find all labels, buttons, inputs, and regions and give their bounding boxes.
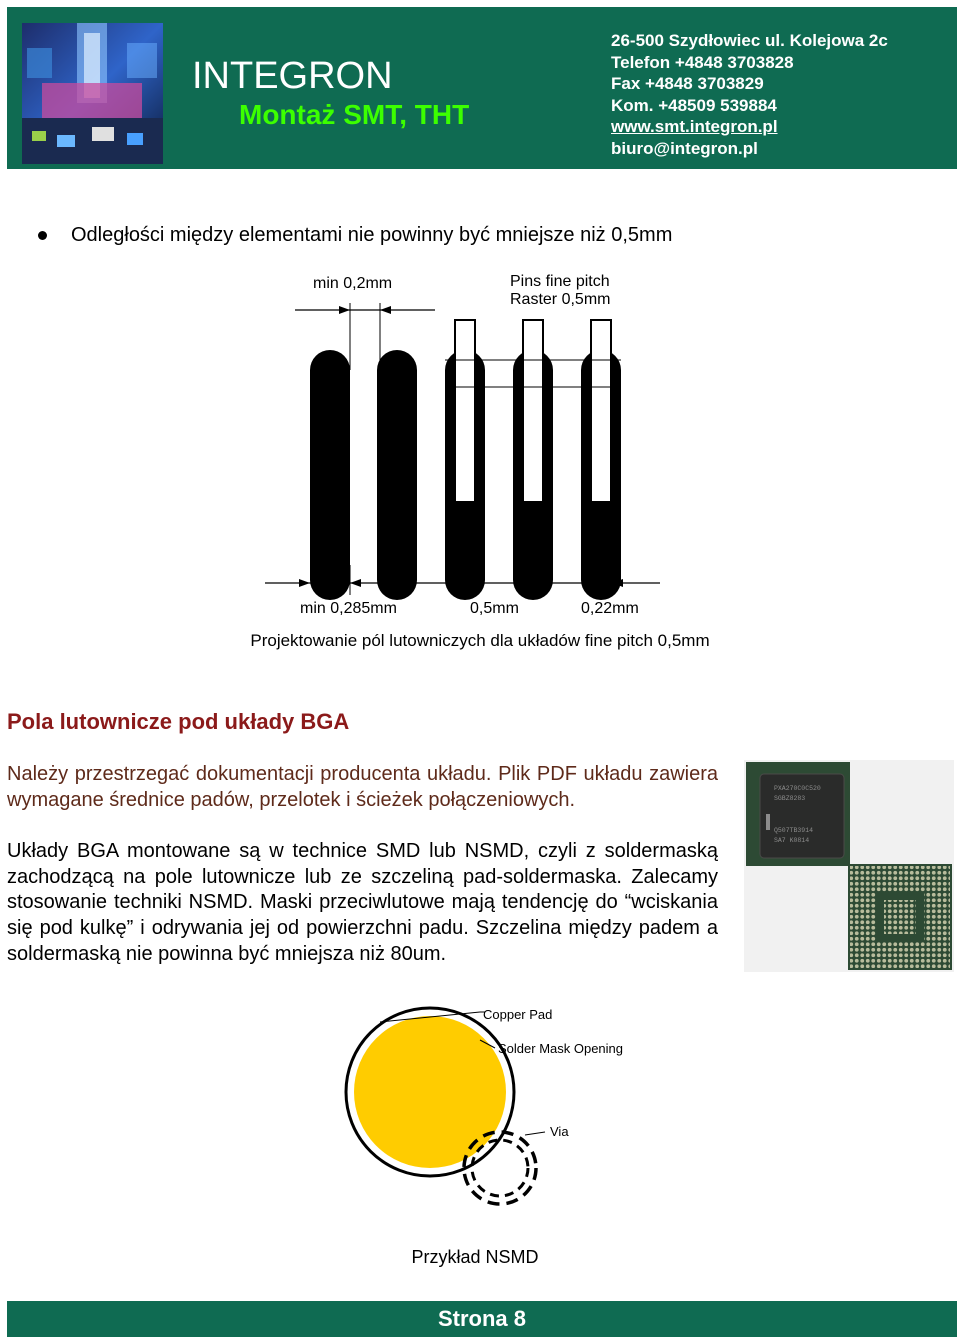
paragraph-documentation-text: Należy przestrzegać dokumentacji producenta układu. Plik PDF układu zawiera wymagane średnice padów, przelotek i ścieżek połączeniowych.: [7, 763, 718, 811]
paragraph-smd-nsmd-text: Układy BGA montowane są w technice SMD lub NSMD, czyli z soldermaską zachodzącą na pole lutownicze lub ze szczeliną pad-soldermaska. Zalecamy stosowanie techniki NSMD. Maski przeciwlutowe mają tendencję do “wciskania się pod kulkę” i odrywania jej od powierzchni padu. Szczelina między padem a soldermaską nie powinna być mniejsza niż 80um.: [7, 840, 718, 965]
contact-email[interactable]: biuro@integron.pl: [611, 138, 758, 158]
label-pitch: 0,5mm: [470, 600, 519, 617]
bga-chip-photo: [744, 760, 954, 972]
page-number: Strona 8: [437, 1306, 527, 1331]
contact-fax: Fax +4848 3703829: [611, 74, 764, 93]
bullet-item: [38, 224, 672, 247]
figure-caption-nsmd: Przykład NSMD: [411, 1247, 539, 1267]
paragraph-smd-nsmd: [7, 839, 718, 968]
contact-mobile: Kom. +48509 539884: [611, 95, 777, 115]
chip-marking-line2: SGBZ8283: [774, 795, 806, 802]
smt-machine-photo: [22, 23, 163, 164]
label-min-gap: min 0,2mm: [313, 275, 393, 292]
bullet-text: Odległości między elementami nie powinny być mniejsze niż 0,5mm: [71, 224, 673, 246]
company-name: INTEGRON: [192, 55, 393, 97]
label-min-pad: min 0,285mm: [300, 600, 397, 617]
label-solder-mask-opening: Solder Mask Opening: [498, 1041, 624, 1056]
figure-caption-fine-pitch: Projektowanie pól lutowniczych dla układów fine pitch 0,5mm: [250, 631, 710, 650]
label-width: 0,22mm: [581, 600, 639, 617]
paragraph-documentation: [7, 762, 718, 813]
company-tagline: Montaż SMT, THT: [239, 99, 470, 130]
chip-marking-line4: SA7 K0814: [774, 837, 810, 844]
contact-block: [611, 30, 888, 159]
label-via: Via: [550, 1124, 569, 1139]
contact-address: 26-500 Szydłowiec ul. Kolejowa 2c: [611, 31, 888, 50]
website-link[interactable]: www.smt.integron.pl: [611, 117, 778, 136]
page-footer: [7, 1301, 957, 1337]
page-header: [7, 7, 957, 169]
label-raster: Raster 0,5mm: [510, 291, 611, 308]
chip-marking-line3: Q507TB3914: [774, 827, 814, 834]
section-title-bga: Pola lutownicze pod układy BGA: [7, 709, 350, 734]
fine-pitch-pads-diagram: [255, 265, 675, 625]
bullet-icon: [38, 231, 47, 240]
contact-phone: Telefon +4848 3703828: [611, 52, 794, 72]
nsmd-pad-diagram: [330, 1000, 640, 1220]
label-copper-pad: Copper Pad: [483, 1007, 553, 1022]
label-pins: Pins fine pitch: [510, 273, 610, 290]
chip-marking-line1: PXA270C0C520: [774, 785, 821, 792]
